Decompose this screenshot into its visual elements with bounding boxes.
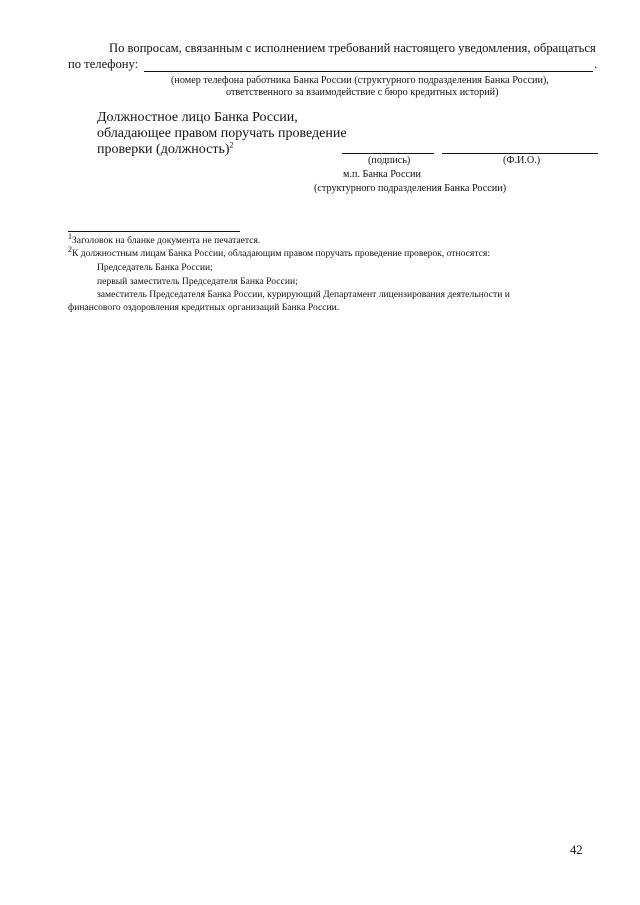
phone-underline [144,71,593,72]
page-number: 42 [570,843,583,857]
phone-caption-line-1: (номер телефона работника Банка России (структурного подразделения Банка России), [171,75,549,86]
official-line-1: Должностное лицо Банка России, [97,110,298,125]
contact-line-1: По вопросам, связанным с исполнением требований настоящего уведомления, обращаться [109,41,596,55]
footnote-1-mark: 1 [68,231,72,241]
footnote-separator [68,231,240,232]
phone-caption-line-2: ответственного за взаимодействие с бюро кредитных историй) [226,87,499,98]
official-line-3 [97,142,234,158]
official-position-text: проверки (должность) [97,142,230,157]
footnote-1 [68,231,261,247]
footnote-2-item-1: Председатель Банка России; [97,262,213,273]
footnote-2-item-3-line-2: финансового оздоровления кредитных организаций Банка России. [68,302,340,313]
footnote-ref-2: 2 [229,140,234,150]
footnote-2-text: К должностным лицам Банка России, обладающим правом поручать проведение проверок, относятся: [72,248,490,259]
contact-line-end: . [594,57,598,71]
official-line-2: обладающее правом поручать проведение [97,126,347,141]
footnote-1-text: Заголовок на бланке документа не печатается. [72,235,261,246]
footnote-2-item-2: первый заместитель Председателя Банка России; [97,276,298,287]
name-line [442,153,598,154]
signature-caption: (подпись) [368,155,411,166]
footnote-2 [68,244,490,260]
footnote-2-mark: 2 [68,244,72,254]
contact-phone-label: по телефону: [68,57,139,71]
seal-line-2: (структурного подразделения Банка России) [314,183,507,194]
signature-line [342,153,434,154]
footnote-2-item-3-line-1: заместитель Председателя Банка России, курирующий Департамент лицензирования деятельности и [97,289,510,300]
name-caption: (Ф.И.О.) [503,155,541,166]
seal-line-1: м.п. Банка России [343,169,421,180]
